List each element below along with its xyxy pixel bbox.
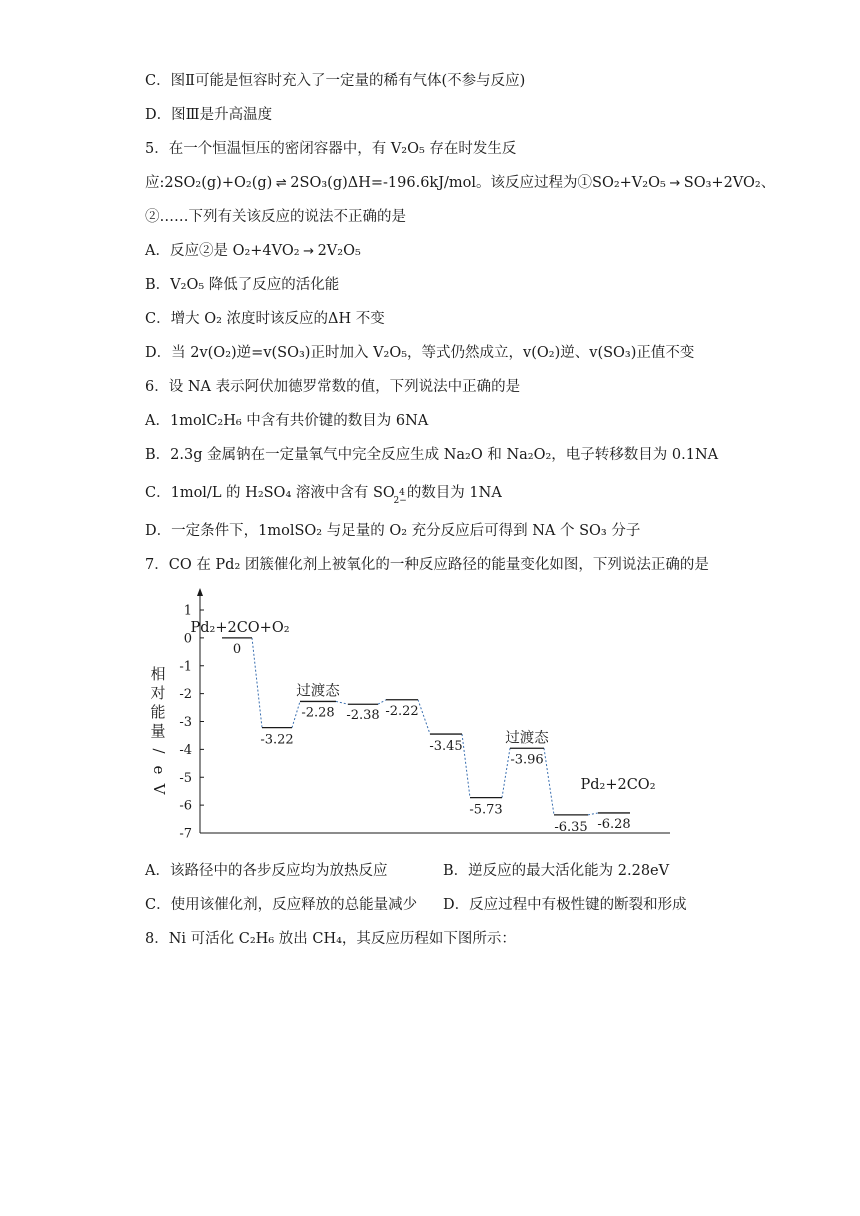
y-tick-label: -5	[179, 770, 192, 786]
level-connector	[336, 701, 348, 704]
energy-value-label: -2.22	[385, 703, 419, 719]
level-connector	[292, 701, 300, 727]
q5-option-d-text: D．当 2v(O₂)逆=v(SO₃)正时加入 V₂O₅，等式仍然成立，v(O₂)逆、v(SO₃)正值不变	[145, 345, 695, 361]
level-connector	[418, 700, 430, 734]
q8-stem-text: 8．Ni 可活化 C₂H₆ 放出 CH₄，其反应历程如下图所示：	[145, 931, 516, 947]
energy-value-label: -3.45	[429, 739, 463, 755]
q7-stem-text: 7．CO 在 Pd₂ 团簇催化剂上被氧化的一种反应路径的能量变化如图，下列说法正确的是	[145, 557, 709, 573]
level-connector	[588, 813, 598, 815]
y-axis-label-char: e	[150, 765, 168, 775]
q7-stem	[145, 555, 709, 575]
right-arrow-icon: →	[669, 176, 681, 191]
q7-option-a	[145, 861, 387, 881]
q6-option-b	[145, 445, 718, 465]
q7-option-b-text: B．逆反应的最大活化能为 2.28eV	[443, 863, 670, 879]
energy-value-label: -2.38	[346, 708, 380, 724]
q6-option-a-text: A．1molC₂H₆ 中含有共价键的数目为 6NA	[145, 413, 429, 429]
q6-option-b-text: B．2.3g 金属钠在一定量氧气中完全反应生成 Na₂O 和 Na₂O₂，电子转移数目为 0.1NA	[145, 447, 719, 463]
y-tick-label: -4	[179, 742, 192, 758]
y-tick-label: -7	[179, 826, 192, 842]
q5-stem-line-2	[145, 173, 775, 194]
species-label: 过渡态	[505, 730, 549, 747]
q7-option-a-text: A．该路径中的各步反应均为放热反应	[145, 863, 388, 879]
q5-stem-text-2c: SO₃+2VO₂、	[683, 175, 776, 191]
q5-stem-text-2a: 应:2SO₂(g)+O₂(g)	[145, 175, 273, 191]
q6-option-c-text-2: 的数目为 1NA	[406, 485, 502, 501]
y-tick-label: -2	[179, 687, 192, 703]
q8-stem	[145, 929, 516, 949]
q7-option-d	[443, 895, 687, 915]
q6-option-d-text: D．一定条件下，1molSO₂ 与足量的 O₂ 充分反应后可得到 NA 个 SO₃ 分子	[145, 523, 641, 539]
energy-value-label: 0	[232, 641, 242, 657]
q7-option-b	[443, 861, 669, 881]
q5-stem-line-3	[145, 207, 406, 227]
energy-value-label: -3.22	[260, 732, 294, 748]
species-label: Pd₂+2CO₂	[580, 776, 656, 793]
y-tick-label: -1	[179, 659, 192, 675]
y-axis-arrow-icon	[197, 588, 203, 596]
y-tick-label: 0	[183, 631, 192, 647]
species-label: Pd₂+2CO+O₂	[190, 619, 290, 636]
q5-stem-text-1: 5．在一个恒温恒压的密闭容器中，有 V₂O₅ 存在时发生反	[145, 141, 517, 157]
y-tick-label: -3	[179, 715, 192, 730]
q5-stem-text-2b: 2SO₃(g)ΔH=-196.6kJ/mol。该反应过程为①SO₂+V₂O₅	[290, 175, 666, 191]
q6-option-a	[145, 411, 428, 431]
level-connector	[544, 748, 554, 815]
y-tick-label: -6	[179, 798, 192, 814]
q5-option-c	[145, 309, 385, 329]
energy-value-label: -5.73	[469, 802, 503, 818]
level-connector	[252, 638, 262, 728]
energy-value-label: -6.35	[554, 819, 588, 835]
q6-stem	[145, 377, 520, 397]
species-label: 过渡态	[296, 683, 340, 700]
q5-option-a	[145, 241, 361, 262]
q6-stem-text: 6．设 NA 表示阿伏加德罗常数的值，下列说法中正确的是	[145, 379, 521, 395]
level-connector	[502, 748, 510, 797]
q5-option-c-text: C．增大 O₂ 浓度时该反应的ΔH 不变	[145, 311, 385, 327]
q6-option-c: C．1mol/L 的 H₂SO₄ 溶液中含有 SO 2− 4 的数目为 1NA	[145, 485, 502, 506]
q5-option-a-text-1: A．反应②是 O₂+4VO₂	[145, 243, 300, 259]
q4-option-c-text: C．图Ⅱ可能是恒容时充入了一定量的稀有气体(不参与反应)	[145, 73, 526, 89]
energy-profile-chart	[140, 585, 680, 845]
q5-option-a-text-2: 2V₂O₅	[317, 243, 361, 259]
q6-option-d	[145, 521, 640, 541]
q7-option-c	[145, 895, 417, 915]
y-axis-label-char: 对	[150, 684, 166, 702]
y-axis-label-char: 能	[150, 703, 166, 721]
q5-stem-text-3: ②……下列有关该反应的说法不正确的是	[145, 209, 406, 225]
q4-option-c	[145, 71, 525, 91]
q5-stem-line-1	[145, 139, 516, 159]
q4-option-d-text: D．图Ⅲ是升高温度	[145, 107, 273, 123]
q7-option-c-text: C．使用该催化剂，反应释放的总能量减少	[145, 897, 418, 913]
y-axis-label-char: /	[150, 748, 168, 754]
energy-value-label: -2.28	[301, 705, 335, 721]
y-axis-label-char: V	[150, 783, 168, 795]
energy-value-label: -6.28	[597, 816, 631, 832]
y-axis-label-char: 量	[150, 722, 166, 740]
q6-option-c-text-1: C．1mol/L 的 H₂SO₄ 溶液中含有 SO	[145, 485, 395, 501]
q5-option-b	[145, 275, 339, 295]
y-tick-label: 1	[183, 603, 192, 619]
q4-option-d	[145, 105, 272, 125]
energy-value-label: -3.96	[510, 752, 544, 768]
right-arrow-icon: →	[303, 244, 315, 259]
q7-option-d-text: D．反应过程中有极性键的断裂和形成	[443, 897, 687, 913]
equilibrium-arrow-icon: ⇌	[275, 176, 287, 191]
q5-option-d	[145, 343, 694, 363]
q5-option-b-text: B．V₂O₅ 降低了反应的活化能	[145, 277, 340, 293]
level-connector	[462, 734, 470, 798]
y-axis-label-char: 相	[150, 665, 166, 683]
